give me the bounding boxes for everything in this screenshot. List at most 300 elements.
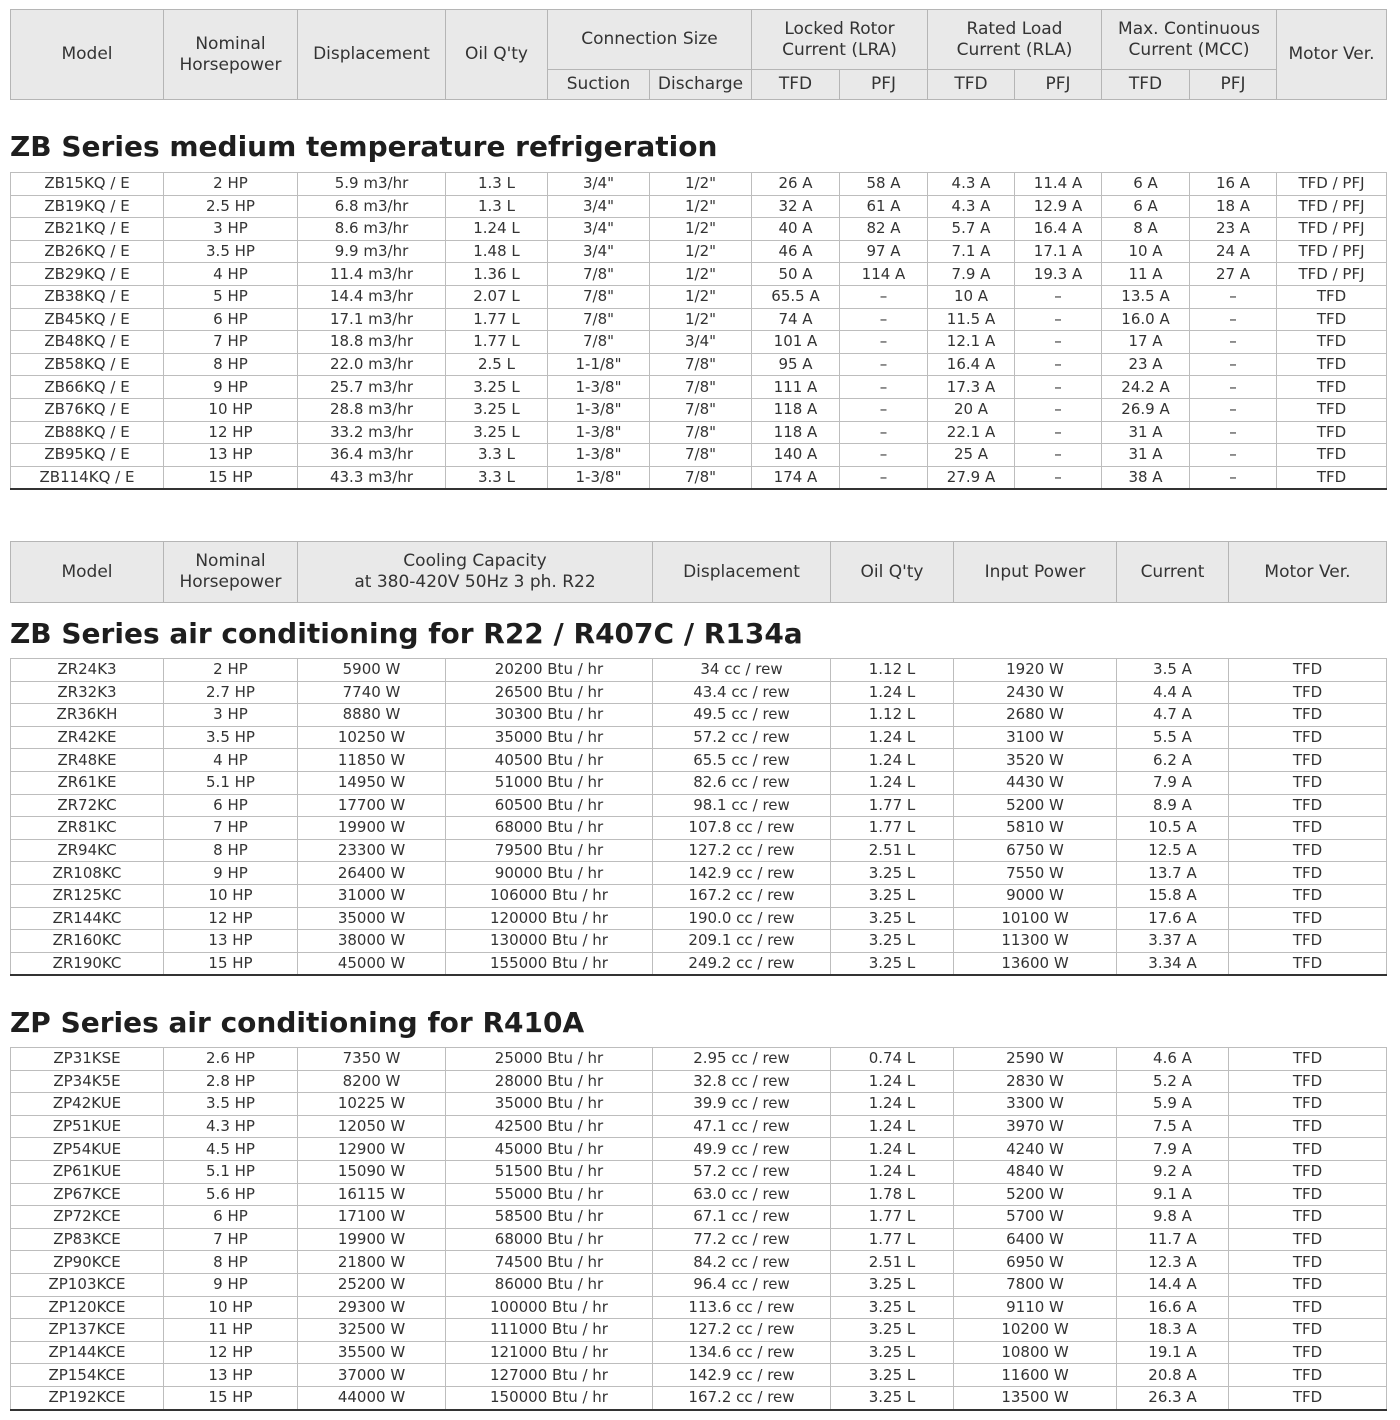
table-cell: 6750 W [954, 839, 1117, 862]
table-cell: 1.24 L [831, 1070, 954, 1093]
table-cell: ZB76KQ / E [11, 398, 164, 421]
table-cell: 127.2 cc / rew [653, 1319, 831, 1342]
table-row [11, 308, 1387, 331]
table-cell: 2.51 L [831, 839, 954, 862]
table-cell: 11.7 A [1117, 1228, 1229, 1251]
table-cell: 16.4 A [1015, 218, 1102, 241]
table-cell: 4.5 HP [164, 1138, 298, 1161]
table-cell: 40 A [752, 218, 840, 241]
table-cell: 9 HP [164, 862, 298, 885]
table-cell: 96.4 cc / rew [653, 1273, 831, 1296]
table-cell: 3.25 L [831, 1273, 954, 1296]
table-cell: 3.25 L [831, 1364, 954, 1387]
table-cell: 13 HP [164, 444, 298, 467]
table-cell: 17 A [1102, 331, 1190, 354]
table-cell: 51500 Btu / hr [446, 1160, 653, 1183]
table-cell: 3.25 L [831, 952, 954, 975]
table-cell: 6 HP [164, 794, 298, 817]
col-displacement: Displacement [653, 542, 831, 603]
table-cell: TFD [1229, 681, 1387, 704]
table-cell: 0.74 L [831, 1048, 954, 1071]
table-cell: 10200 W [954, 1319, 1117, 1342]
table-row [11, 1251, 1387, 1274]
table-cell: 44000 W [298, 1386, 446, 1409]
table-cell: ZB114KQ / E [11, 466, 164, 489]
table-cell: 90000 Btu / hr [446, 862, 653, 885]
table-cell: 142.9 cc / rew [653, 862, 831, 885]
table-cell: – [1190, 376, 1277, 399]
table-cell: 1/2" [650, 218, 752, 241]
table-cell: TFD / PFJ [1277, 173, 1387, 196]
table-row [11, 218, 1387, 241]
table-cell: 1.24 L [831, 681, 954, 704]
table-cell: 2.8 HP [164, 1070, 298, 1093]
table-row [11, 466, 1387, 489]
table-cell: 12.3 A [1117, 1251, 1229, 1274]
table-cell: 25.7 m3/hr [298, 376, 446, 399]
table-cell: 22.1 A [928, 421, 1015, 444]
table-cell: 7.9 A [928, 263, 1015, 286]
table-cell: 14.4 A [1117, 1273, 1229, 1296]
table-cell: 1.77 L [831, 794, 954, 817]
table-cell: 7800 W [954, 1273, 1117, 1296]
table-cell: 31 A [1102, 421, 1190, 444]
table-cell: 39.9 cc / rew [653, 1093, 831, 1116]
table-cell: 1.24 L [831, 1138, 954, 1161]
table-cell: 20 A [928, 398, 1015, 421]
table-row [11, 398, 1387, 421]
table-cell: TFD / PFJ [1277, 263, 1387, 286]
table-cell: TFD [1229, 1093, 1387, 1116]
table-cell: TFD [1277, 444, 1387, 467]
table-cell: 12050 W [298, 1115, 446, 1138]
col-discharge: Discharge [650, 70, 752, 100]
table-cell: – [1190, 353, 1277, 376]
table-cell: 100000 Btu / hr [446, 1296, 653, 1319]
table-cell: ZB58KQ / E [11, 353, 164, 376]
table-cell: 3.5 HP [164, 726, 298, 749]
table-cell: 13 HP [164, 930, 298, 953]
table-cell: 7/8" [548, 263, 650, 286]
table-cell: ZP120KCE [11, 1296, 164, 1319]
table-cell: 101 A [752, 331, 840, 354]
table-cell: 10 A [928, 285, 1015, 308]
table-cell: 15 HP [164, 1386, 298, 1409]
zb-refrigeration-table [10, 172, 1387, 490]
table-cell: 7.9 A [1117, 771, 1229, 794]
table-cell: TFD [1229, 1183, 1387, 1206]
table-cell: 4 HP [164, 263, 298, 286]
table-cell: 3520 W [954, 749, 1117, 772]
table-cell: 10 A [1102, 240, 1190, 263]
table-cell: 7 HP [164, 1228, 298, 1251]
table-cell: 12.1 A [928, 331, 1015, 354]
col-motor-ver: Motor Ver. [1277, 10, 1387, 100]
table-cell: 31000 W [298, 884, 446, 907]
table-row [11, 1296, 1387, 1319]
table-cell: TFD [1277, 421, 1387, 444]
table-cell: 4240 W [954, 1138, 1117, 1161]
table-cell: 79500 Btu / hr [446, 839, 653, 862]
table-cell: ZP54KUE [11, 1138, 164, 1161]
table-cell: 1.12 L [831, 659, 954, 682]
table-cell: 32.8 cc / rew [653, 1070, 831, 1093]
table-row [11, 1386, 1387, 1409]
table-cell: 4 HP [164, 749, 298, 772]
table-cell: ZB19KQ / E [11, 195, 164, 218]
table-cell: 1.78 L [831, 1183, 954, 1206]
table-row [11, 1093, 1387, 1116]
refrigeration-header-table [10, 9, 1387, 100]
table-cell: 8.6 m3/hr [298, 218, 446, 241]
table-cell: 86000 Btu / hr [446, 1273, 653, 1296]
col-lra-pfj: PFJ [840, 70, 928, 100]
table-cell: TFD [1229, 1115, 1387, 1138]
table-cell: 1.24 L [831, 1093, 954, 1116]
table-cell: 11 A [1102, 263, 1190, 286]
table-cell: TFD [1229, 1386, 1387, 1409]
col-horsepower: Nominal Horsepower [164, 542, 298, 603]
table-row [11, 376, 1387, 399]
table-cell: 2 HP [164, 173, 298, 196]
table-cell: 3/4" [548, 218, 650, 241]
table-cell: 67.1 cc / rew [653, 1206, 831, 1229]
table-cell: 46 A [752, 240, 840, 263]
table-cell: 7/8" [650, 466, 752, 489]
table-cell: 18.8 m3/hr [298, 331, 446, 354]
table-cell: 1/2" [650, 263, 752, 286]
table-cell: – [1190, 331, 1277, 354]
table-cell: 8 A [1102, 218, 1190, 241]
table-cell: 113.6 cc / rew [653, 1296, 831, 1319]
table-cell: 11600 W [954, 1364, 1117, 1387]
table-cell: 17.1 m3/hr [298, 308, 446, 331]
table-cell: TFD [1229, 1048, 1387, 1071]
table-row [11, 1228, 1387, 1251]
table-cell: TFD / PFJ [1277, 195, 1387, 218]
table-cell: – [1015, 376, 1102, 399]
table-cell: 20200 Btu / hr [446, 659, 653, 682]
table-cell: 2.6 HP [164, 1048, 298, 1071]
table-cell: 2830 W [954, 1070, 1117, 1093]
table-cell: 84.2 cc / rew [653, 1251, 831, 1274]
table-cell: 16.4 A [928, 353, 1015, 376]
table-cell: 6.8 m3/hr [298, 195, 446, 218]
table-cell: TFD [1229, 1206, 1387, 1229]
table-cell: 33.2 m3/hr [298, 421, 446, 444]
table-cell: 10100 W [954, 907, 1117, 930]
table-cell: 10800 W [954, 1341, 1117, 1364]
table-cell: TFD [1229, 726, 1387, 749]
table-cell: 167.2 cc / rew [653, 1386, 831, 1409]
table-cell: 174 A [752, 466, 840, 489]
table-cell: ZR81KC [11, 817, 164, 840]
table-cell: 6 HP [164, 1206, 298, 1229]
table-cell: 5810 W [954, 817, 1117, 840]
table-cell: 3.25 L [831, 862, 954, 885]
table-cell: TFD [1229, 862, 1387, 885]
table-cell: 3 HP [164, 704, 298, 727]
table-row [11, 195, 1387, 218]
table-cell: ZR48KE [11, 749, 164, 772]
table-cell: ZR32K3 [11, 681, 164, 704]
table-cell: 17100 W [298, 1206, 446, 1229]
table-cell: TFD [1229, 1296, 1387, 1319]
table-cell: 7 HP [164, 817, 298, 840]
table-cell: 2430 W [954, 681, 1117, 704]
table-cell: 1.3 L [446, 195, 548, 218]
table-cell: ZR72KC [11, 794, 164, 817]
table-cell: 4.3 HP [164, 1115, 298, 1138]
table-cell: 82.6 cc / rew [653, 771, 831, 794]
table-row [11, 817, 1387, 840]
table-cell: TFD [1229, 1319, 1387, 1342]
table-cell: 1.24 L [831, 1115, 954, 1138]
table-row [11, 1048, 1387, 1071]
table-cell: 17.3 A [928, 376, 1015, 399]
table-cell: 3.5 A [1117, 659, 1229, 682]
table-cell: 2680 W [954, 704, 1117, 727]
col-mcc-pfj: PFJ [1190, 70, 1277, 100]
table-cell: 40500 Btu / hr [446, 749, 653, 772]
table-cell: – [840, 398, 928, 421]
table-cell: TFD [1229, 771, 1387, 794]
table-cell: ZR42KE [11, 726, 164, 749]
col-motor-ver: Motor Ver. [1229, 542, 1387, 603]
table-cell: 2.51 L [831, 1251, 954, 1274]
table-cell: – [1190, 398, 1277, 421]
table-cell: 10250 W [298, 726, 446, 749]
table-cell: 3.25 L [831, 907, 954, 930]
table-cell: ZR160KC [11, 930, 164, 953]
table-cell: – [1190, 466, 1277, 489]
col-model: Model [11, 542, 164, 603]
table-cell: 26500 Btu / hr [446, 681, 653, 704]
zb-air-conditioning-table [10, 658, 1387, 976]
col-current: Current [1117, 542, 1229, 603]
table-cell: – [1015, 466, 1102, 489]
table-cell: TFD [1229, 1341, 1387, 1364]
table-cell: TFD [1229, 1251, 1387, 1274]
table-cell: 3.25 L [831, 1341, 954, 1364]
table-cell: 26.3 A [1117, 1386, 1229, 1409]
table-cell: TFD [1229, 1228, 1387, 1251]
table-cell: 23300 W [298, 839, 446, 862]
table-cell: 1-3/8" [548, 376, 650, 399]
table-cell: 74500 Btu / hr [446, 1251, 653, 1274]
col-oil-qty: Oil Q'ty [446, 10, 548, 100]
table-cell: TFD [1277, 376, 1387, 399]
table-cell: 37000 W [298, 1364, 446, 1387]
table-cell: 11.4 m3/hr [298, 263, 446, 286]
table-cell: 5700 W [954, 1206, 1117, 1229]
table-cell: 107.8 cc / rew [653, 817, 831, 840]
col-oil-qty: Oil Q'ty [831, 542, 954, 603]
table-cell: 118 A [752, 398, 840, 421]
table-row [11, 1160, 1387, 1183]
table-cell: ZB26KQ / E [11, 240, 164, 263]
table-cell: 11.5 A [928, 308, 1015, 331]
table-cell: 5.5 A [1117, 726, 1229, 749]
table-cell: 10 HP [164, 1296, 298, 1319]
section-title-zb-refrigeration: ZB Series medium temperature refrigeration [10, 130, 718, 163]
table-cell: 4.7 A [1117, 704, 1229, 727]
table-cell: 3300 W [954, 1093, 1117, 1116]
table-cell: 1.77 L [446, 331, 548, 354]
table-cell: 4.6 A [1117, 1048, 1229, 1071]
table-cell: 12 HP [164, 1341, 298, 1364]
table-cell: 5 HP [164, 285, 298, 308]
table-cell: 3 HP [164, 218, 298, 241]
table-cell: 3.3 L [446, 466, 548, 489]
table-cell: 1.12 L [831, 704, 954, 727]
table-cell: 1-3/8" [548, 466, 650, 489]
table-cell: 11 HP [164, 1319, 298, 1342]
table-cell: 190.0 cc / rew [653, 907, 831, 930]
table-cell: 2.5 HP [164, 195, 298, 218]
table-cell: ZB88KQ / E [11, 421, 164, 444]
table-cell: ZP192KCE [11, 1386, 164, 1409]
table-row [11, 794, 1387, 817]
table-cell: 3/4" [650, 331, 752, 354]
table-row [11, 704, 1387, 727]
table-cell: ZB48KQ / E [11, 331, 164, 354]
table-cell: 11300 W [954, 930, 1117, 953]
table-cell: 58 A [840, 173, 928, 196]
table-cell: 118 A [752, 421, 840, 444]
table-cell: 1920 W [954, 659, 1117, 682]
col-lra-tfd: TFD [752, 70, 840, 100]
table-cell: 3/4" [548, 195, 650, 218]
table-cell: 13.5 A [1102, 285, 1190, 308]
table-cell: 23 A [1190, 218, 1277, 241]
table-cell: 3.25 L [446, 376, 548, 399]
table-row [11, 263, 1387, 286]
table-cell: TFD / PFJ [1277, 240, 1387, 263]
table-cell: 26400 W [298, 862, 446, 885]
table-cell: TFD [1229, 794, 1387, 817]
table-cell: 12 HP [164, 907, 298, 930]
table-row [11, 749, 1387, 772]
table-cell: ZB29KQ / E [11, 263, 164, 286]
table-cell: 1/2" [650, 308, 752, 331]
table-cell: – [840, 421, 928, 444]
table-cell: 9 HP [164, 376, 298, 399]
table-row [11, 1206, 1387, 1229]
table-cell: 7.1 A [928, 240, 1015, 263]
table-cell: 142.9 cc / rew [653, 1364, 831, 1387]
table-cell: TFD [1229, 839, 1387, 862]
table-cell: ZR61KE [11, 771, 164, 794]
table-cell: – [1190, 444, 1277, 467]
table-cell: 7/8" [548, 308, 650, 331]
table-cell: 8 HP [164, 1251, 298, 1274]
table-cell: – [1015, 421, 1102, 444]
table-cell: ZP67KCE [11, 1183, 164, 1206]
table-cell: 6 A [1102, 173, 1190, 196]
table-cell: 43.3 m3/hr [298, 466, 446, 489]
table-row [11, 726, 1387, 749]
table-cell: 5900 W [298, 659, 446, 682]
table-cell: TFD [1277, 353, 1387, 376]
table-cell: – [840, 353, 928, 376]
table-cell: 4.4 A [1117, 681, 1229, 704]
table-cell: ZB95KQ / E [11, 444, 164, 467]
table-cell: 2.95 cc / rew [653, 1048, 831, 1071]
table-row [11, 907, 1387, 930]
table-cell: 14.4 m3/hr [298, 285, 446, 308]
table-row [11, 285, 1387, 308]
table-row [11, 771, 1387, 794]
table-cell: 7/8" [548, 285, 650, 308]
table-cell: – [840, 466, 928, 489]
table-cell: 22.0 m3/hr [298, 353, 446, 376]
table-cell: 28.8 m3/hr [298, 398, 446, 421]
table-cell: 13.7 A [1117, 862, 1229, 885]
table-cell: 13500 W [954, 1386, 1117, 1409]
table-cell: 7/8" [650, 398, 752, 421]
table-cell: ZP72KCE [11, 1206, 164, 1229]
table-cell: 10.5 A [1117, 817, 1229, 840]
table-row [11, 862, 1387, 885]
table-cell: 5.9 m3/hr [298, 173, 446, 196]
table-cell: – [840, 308, 928, 331]
table-cell: 38000 W [298, 930, 446, 953]
table-cell: 14950 W [298, 771, 446, 794]
table-cell: TFD [1229, 817, 1387, 840]
table-cell: 3.25 L [831, 1296, 954, 1319]
table-cell: 15 HP [164, 952, 298, 975]
table-cell: 111000 Btu / hr [446, 1319, 653, 1342]
table-cell: TFD [1229, 749, 1387, 772]
table-cell: ZP51KUE [11, 1115, 164, 1138]
table-cell: 74 A [752, 308, 840, 331]
table-row [11, 444, 1387, 467]
table-cell: – [1015, 444, 1102, 467]
table-cell: 3.34 A [1117, 952, 1229, 975]
table-cell: ZR94KC [11, 839, 164, 862]
table-row [11, 884, 1387, 907]
table-cell: 7 HP [164, 331, 298, 354]
table-cell: 1-1/8" [548, 353, 650, 376]
table-cell: 30300 Btu / hr [446, 704, 653, 727]
table-cell: 60500 Btu / hr [446, 794, 653, 817]
table-cell: TFD [1229, 1160, 1387, 1183]
table-cell: TFD [1277, 285, 1387, 308]
table-cell: – [1015, 285, 1102, 308]
col-rla-tfd: TFD [928, 70, 1015, 100]
table-row [11, 240, 1387, 263]
table-row [11, 839, 1387, 862]
table-cell: 3100 W [954, 726, 1117, 749]
table-cell: – [840, 285, 928, 308]
table-row [11, 1319, 1387, 1342]
table-cell: 57.2 cc / rew [653, 726, 831, 749]
table-cell: 7/8" [650, 421, 752, 444]
table-cell: 9.1 A [1117, 1183, 1229, 1206]
table-cell: 32500 W [298, 1319, 446, 1342]
table-cell: – [1015, 353, 1102, 376]
table-cell: 28000 Btu / hr [446, 1070, 653, 1093]
table-cell: 7/8" [650, 353, 752, 376]
table-cell: 68000 Btu / hr [446, 817, 653, 840]
table-cell: ZP34K5E [11, 1070, 164, 1093]
table-cell: 49.9 cc / rew [653, 1138, 831, 1161]
table-cell: ZB15KQ / E [11, 173, 164, 196]
table-cell: 134.6 cc / rew [653, 1341, 831, 1364]
col-rla-pfj: PFJ [1015, 70, 1102, 100]
table-cell: 1.24 L [831, 1160, 954, 1183]
